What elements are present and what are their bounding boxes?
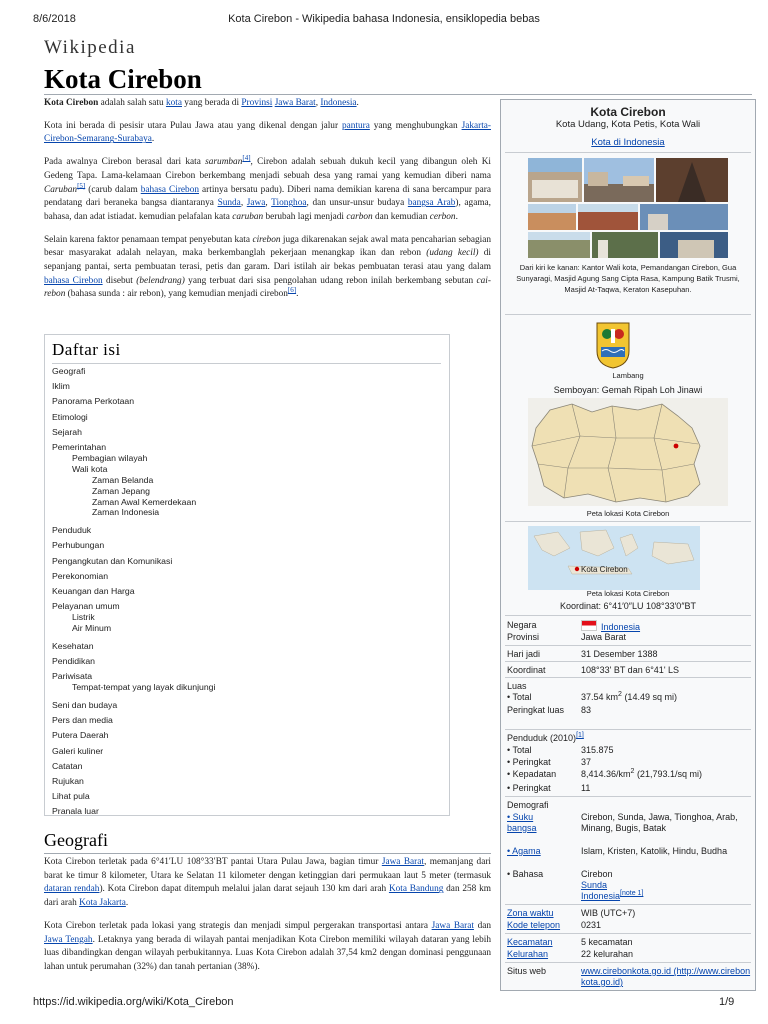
row-value: 5 kecamatan — [581, 937, 633, 947]
section-divider — [44, 853, 491, 854]
row-label: Hari jadi — [507, 649, 541, 659]
infobox-divider — [505, 729, 751, 730]
italic-term: carbon — [346, 211, 373, 222]
print-url: https://id.wikipedia.org/wiki/Kota_Cirebon — [33, 996, 234, 1008]
link-jawa-barat[interactable]: Jawa Barat — [431, 920, 474, 931]
intro-paragraph-3 — [44, 156, 491, 225]
citation-link[interactable]: [5] — [77, 181, 86, 190]
map1-caption: Peta lokasi Kota Cirebon — [586, 509, 670, 518]
text: di sepanjang pantai, serta pembuatan terasi, petis dan garam. Dari istilah air bekas pembuatan terasi atau yang dalam — [44, 248, 491, 273]
value-text: 8,414.36/km — [581, 769, 631, 779]
italic-term: cai-rebon — [44, 275, 491, 300]
coordinates: Koordinat: 6°41′0″LU 108°33′0″BT — [559, 601, 697, 611]
city-photo-collage[interactable] — [528, 158, 728, 258]
toc-item[interactable]: Perekonomian — [52, 570, 109, 581]
link-kelurahan[interactable]: Kelurahan — [507, 949, 549, 959]
link-jawa-barat[interactable]: Jawa Barat — [274, 98, 316, 108]
row-label — [507, 846, 579, 857]
superscript: 2 — [618, 691, 622, 698]
citation-link[interactable]: [6] — [287, 286, 297, 295]
link-jawa-barat[interactable]: Jawa Barat — [381, 857, 424, 867]
infobox-divider — [505, 645, 751, 646]
row-label: Provinsi — [507, 632, 540, 642]
text: Pada awalnya Cirebon berasal dari kata — [44, 157, 206, 168]
text: disebut — [102, 275, 137, 286]
print-page-number: 1/9 — [719, 996, 735, 1008]
infobox-divider — [505, 152, 751, 153]
text: . — [125, 898, 129, 909]
row-value: 31 Desember 1388 — [581, 649, 658, 659]
toc-item[interactable]: Catatan — [52, 760, 83, 771]
infobox-divider — [505, 904, 751, 905]
row-value — [581, 966, 751, 988]
toc-item[interactable]: Zaman Awal Kemerdekaan — [92, 496, 197, 507]
row-value: Islam, Kristen, Katolik, Hindu, Budha — [581, 846, 728, 856]
link-zona-waktu[interactable]: Zona waktu — [507, 908, 554, 918]
text: dan 258 km dari arah — [44, 884, 491, 909]
intro-paragraph-1 — [44, 97, 491, 111]
row-label: • Total — [507, 745, 532, 755]
text: (carub dalam — [85, 184, 141, 195]
motto: Semboyan: Gemah Ripah Loh Jinawi — [553, 385, 703, 395]
toc-item[interactable]: Galeri kuliner — [52, 745, 104, 756]
toc-title: Daftar isi — [52, 340, 121, 359]
link-kota-jakarta[interactable]: Kota Jakarta — [79, 898, 126, 909]
text: Kota ini berada di pesisir utara Pulau Jawa atau yang dikenal dengan jalur — [44, 120, 342, 131]
infobox-divider — [505, 615, 751, 616]
toc-item[interactable]: Iklim — [52, 381, 70, 392]
text: yang menghubungkan — [369, 120, 462, 131]
toc-item[interactable]: Pemerintahan — [52, 442, 107, 452]
row-label: • Peringkat — [507, 783, 551, 793]
row-label: • Bahasa — [507, 869, 544, 879]
toc-item[interactable]: Kesehatan — [52, 640, 94, 651]
text: yang terbuat dari sisa pengolahan udang rebon inilah berkembang sebutan — [184, 275, 477, 286]
infobox — [500, 99, 756, 991]
text: dan kemudian — [372, 211, 430, 222]
collage-caption: Dari kiri ke kanan: Kantor Wali kota, Pemandangan Cirebon, Gua Sunyaragi, Masjid Agung Sang Cipta Rasa, Kampung Batik Trusmi, Masjid At-Taqwa, Keraton Kasepuhan. — [516, 263, 740, 294]
footnote-link[interactable]: [note 1] — [620, 890, 644, 897]
value-text: (21,793.1/sq mi) — [634, 769, 702, 779]
row-value: Jawa Barat — [581, 632, 627, 642]
intro-paragraph-4 — [44, 234, 491, 303]
infobox-subtitle: Kota Udang, Kota Petis, Kota Wali — [555, 119, 701, 130]
row-value: WIB (UTC+7) — [581, 908, 636, 918]
emblem-caption: Lambang — [612, 371, 644, 380]
toc-item[interactable]: Geografi — [52, 366, 86, 376]
text: ), agama, bahasa, dan adat istiadat. kemudian pelafalan kata — [44, 198, 492, 222]
table-of-contents — [44, 334, 450, 816]
infobox-divider — [505, 933, 751, 934]
infobox-divider — [505, 796, 751, 797]
toc-item[interactable]: Rujukan — [52, 775, 84, 786]
row-label: Negara — [507, 620, 537, 630]
text: dan — [473, 920, 492, 931]
text: Kota Cirebon terletak pada lokasi yang strategis dan menjadi simpul pergerakan transportasi antara — [44, 920, 432, 931]
row-value: 37 — [581, 757, 592, 767]
text: . — [296, 289, 299, 300]
row-value: Cirebon, Sunda, Jawa, Tionghoa, Arab, Minang, Bugis, Batak — [581, 812, 738, 833]
link-kecamatan[interactable]: Kecamatan — [507, 937, 553, 947]
link-website[interactable]: www.cirebonkota.go.id (http://www.cirebonkota.go.id) — [581, 966, 751, 987]
row-value: 108°33' BT dan 6°41' LS — [581, 665, 680, 675]
toc-item[interactable]: Putera Daerah — [52, 730, 109, 741]
text: , dan unsur-unsur budaya — [306, 198, 408, 209]
toc-item[interactable]: Zaman Indonesia — [92, 507, 160, 518]
toc-item[interactable]: Seni dan budaya — [52, 699, 118, 710]
toc-item[interactable]: Panorama Perkotaan — [52, 396, 135, 407]
link-indonesia[interactable]: Indonesia — [320, 98, 357, 108]
citation-link[interactable]: [4] — [242, 154, 251, 163]
link-indonesia[interactable]: Indonesia — [581, 891, 621, 901]
geografi-paragraph-2 — [44, 920, 491, 975]
label-text: Penduduk (2010) — [507, 733, 577, 743]
toc-item[interactable]: Pers dan media — [52, 715, 113, 726]
row-value: 11 — [581, 783, 591, 793]
value-text: 37.54 km — [581, 692, 619, 702]
row-value: 22 kelurahan — [581, 949, 634, 959]
text: , Cirebon adalah sebuah dukuh kecil yang dibangun oleh Ki Gedeng Tapa. Lama-kelamaan Cirebon berkembang menjadi sebuah desa yang ramai yang kemudian diberi nama — [44, 157, 491, 181]
row-value: 0231 — [581, 920, 602, 930]
italic-term: cirebon — [252, 234, 281, 245]
map2-caption: Peta lokasi Kota Cirebon — [586, 589, 670, 598]
text: , memanjang dari barat ke timur 8 kilometer, Utara ke Selatan 11 kilometer dengan ketinggian dari permukaan laut 5 meter (termasuk — [44, 857, 491, 881]
row-value: 83 — [581, 705, 592, 715]
value-text: Cirebon — [581, 869, 613, 879]
row-label: • Peringkat — [507, 757, 551, 767]
link-jawa[interactable]: Jawa — [246, 198, 266, 209]
row-value — [581, 692, 751, 703]
infobox-divider — [505, 677, 751, 678]
infobox-title: Kota Cirebon — [590, 105, 666, 119]
link-bahasa-cirebon[interactable]: bahasa Cirebon — [44, 275, 103, 286]
citation-link[interactable]: [1] — [576, 732, 584, 739]
toc-item[interactable]: Penduduk — [52, 525, 92, 536]
toc-item[interactable]: Tempat-tempat yang layak dikunjungi — [72, 682, 216, 693]
toc-item[interactable]: Air Minum — [72, 623, 112, 633]
row-label: • Total — [507, 692, 532, 702]
text: Kota Cirebon terletak pada 6°41′LU 108°33′BT pantai Utara Pulau Jawa, bagian timur — [44, 857, 382, 867]
text: . — [151, 134, 155, 145]
link-jakarta-cirebon[interactable]: Jakarta-Cirebon-Semarang-Surabaya — [44, 120, 491, 145]
toc-item[interactable]: Pengangkutan dan Komunikasi — [52, 555, 173, 566]
infobox-divider — [505, 661, 751, 662]
row-label — [507, 937, 579, 948]
toc-item[interactable]: Listrik — [72, 612, 95, 623]
toc-item[interactable]: Keuangan dan Harga — [52, 586, 135, 596]
text: . — [455, 211, 458, 222]
text: berubah lagi menjadi — [263, 211, 347, 222]
intro-text — [44, 97, 491, 311]
text: , — [265, 198, 272, 209]
geografi-text — [44, 856, 491, 984]
italic-term: sarumban — [205, 157, 243, 168]
link-jawa-tengah[interactable]: Jawa Tengah — [44, 934, 93, 945]
toc-item[interactable]: Perhubungan — [52, 540, 105, 551]
bold-term: Kota Cirebon — [44, 98, 99, 108]
link-pantura[interactable]: pantura — [341, 120, 370, 131]
toc-item[interactable]: Etimologi — [52, 411, 88, 422]
link-agama[interactable]: • Agama — [507, 846, 541, 856]
infobox-divider — [505, 314, 751, 315]
row-label — [507, 920, 579, 931]
intro-paragraph-2 — [44, 120, 491, 147]
italic-term: cerbon — [429, 211, 456, 222]
row-label: Situs web — [507, 966, 547, 976]
row-label: • Kepadatan — [507, 769, 557, 779]
title-divider — [44, 94, 752, 95]
link-tionghoa[interactable]: Tionghoa — [271, 198, 307, 209]
geografi-paragraph-1 — [44, 856, 491, 911]
row-label — [507, 812, 561, 834]
row-label: Peringkat luas — [507, 705, 565, 715]
toc-item[interactable]: Lihat pula — [52, 791, 90, 802]
text: yang berada di — [181, 98, 242, 108]
toc-item[interactable]: Pariwisata — [52, 671, 93, 682]
link-dataran-rendah[interactable]: dataran rendah — [44, 884, 100, 895]
text: juga dikarenakan sejak awal mata pencaharian sebagian besar masyarakat adalah nelayan, maka berkembanglah pekerjaan menangkap ikan dan rebon — [44, 234, 491, 259]
row-label: Demografi — [507, 800, 549, 810]
row-label — [507, 733, 627, 744]
print-title: Kota Cirebon - Wikipedia bahasa Indonesia, ensiklopedia bebas — [228, 13, 540, 25]
indonesia-flag-icon — [581, 620, 597, 631]
text: Selain karena faktor penamaan tempat penyebutan kata — [44, 234, 253, 245]
infobox-divider — [505, 521, 751, 522]
link-kota-bandung[interactable]: Kota Bandung — [388, 884, 444, 895]
italic-term: caruban — [232, 211, 264, 222]
link-kota[interactable]: kota — [165, 98, 182, 108]
text: , — [240, 198, 247, 209]
text: . — [356, 98, 359, 108]
infobox-divider — [505, 962, 751, 963]
row-label: Koordinat — [507, 665, 546, 675]
toc-item[interactable]: Pembagian wilayah — [72, 452, 148, 463]
text: , — [315, 98, 321, 108]
map2-marker-label: Kota Cirebon — [581, 565, 628, 574]
text: artinya bersatu padu). Diberi nama demikian karena di sana bercampur para pendatang dari beraneka bangsa diantaranya — [44, 184, 492, 209]
location-marker-icon — [674, 444, 679, 449]
regional-location-map[interactable] — [528, 398, 728, 506]
link-sunda[interactable]: Sunda — [217, 198, 241, 209]
italic-term: (udang kecil) — [426, 248, 479, 259]
row-label — [507, 949, 579, 960]
section-heading-geografi: Geografi — [44, 830, 108, 850]
print-date: 8/6/2018 — [33, 13, 76, 25]
italic-term: Caruban — [44, 184, 78, 195]
wikipedia-wordmark[interactable]: Wikipedia — [44, 37, 136, 58]
link-provinsi[interactable]: Provinsi — [241, 98, 273, 108]
toc-item[interactable]: Wali kota — [72, 463, 108, 474]
text: (bahasa sunda : air rebon), yang kemudian menjadi cirebon — [65, 289, 288, 300]
toc-item[interactable]: Zaman Jepang — [92, 485, 150, 496]
toc-item[interactable]: Pendidikan — [52, 656, 95, 666]
infobox-country-line — [501, 137, 755, 148]
link-suku-bangsa[interactable]: • Suku bangsa — [507, 812, 537, 833]
link-bahasa-cirebon[interactable]: bahasa Cirebon — [140, 184, 199, 195]
toc-item[interactable]: Pelayanan umum — [52, 601, 120, 612]
row-label: Luas — [507, 681, 527, 691]
text: adalah salah satu — [98, 98, 166, 108]
text: . Letaknya yang berada di wilayah pantai menjadikan Kota Cirebon memiliki wilayah dataran yang lebih luas dibandingkan dengan wilayah perbukitannya. Luas Kota Cirebon adalah 37,54 km2 dengan dominasi penggunaan lahan untuk perumahan (32%) dan tanah pertanian (38%). — [44, 934, 491, 972]
toc-item[interactable]: Zaman Belanda — [92, 474, 154, 485]
link-bangsa-arab[interactable]: bangsa Arab — [407, 198, 456, 209]
link-sunda[interactable]: Sunda — [581, 880, 608, 890]
italic-term: (belendrang) — [136, 275, 185, 286]
link-indonesia[interactable]: Indonesia — [601, 622, 641, 632]
row-value — [581, 769, 751, 780]
superscript: 2 — [630, 768, 635, 775]
link-kota-di-indonesia[interactable]: Kota di Indonesia — [591, 137, 665, 148]
value-text: (14.49 sq mi) — [621, 692, 677, 702]
row-label — [507, 908, 579, 919]
text: ). Kota Cirebon dapat ditempuh melalui jalan darat sejauh 130 km dari arah — [99, 884, 389, 895]
toc-item[interactable]: Pranala luar — [52, 806, 99, 817]
row-value — [581, 869, 751, 902]
toc-item[interactable]: Sejarah — [52, 426, 82, 437]
page-title: Kota Cirebon — [44, 64, 202, 94]
row-value: 315.875 — [581, 745, 614, 755]
country-location-map[interactable] — [528, 526, 700, 590]
city-emblem-image[interactable] — [595, 321, 631, 369]
toc-divider — [52, 363, 441, 364]
location-marker-icon — [575, 567, 579, 571]
link-kode-telepon[interactable]: Kode telepon — [507, 920, 561, 930]
